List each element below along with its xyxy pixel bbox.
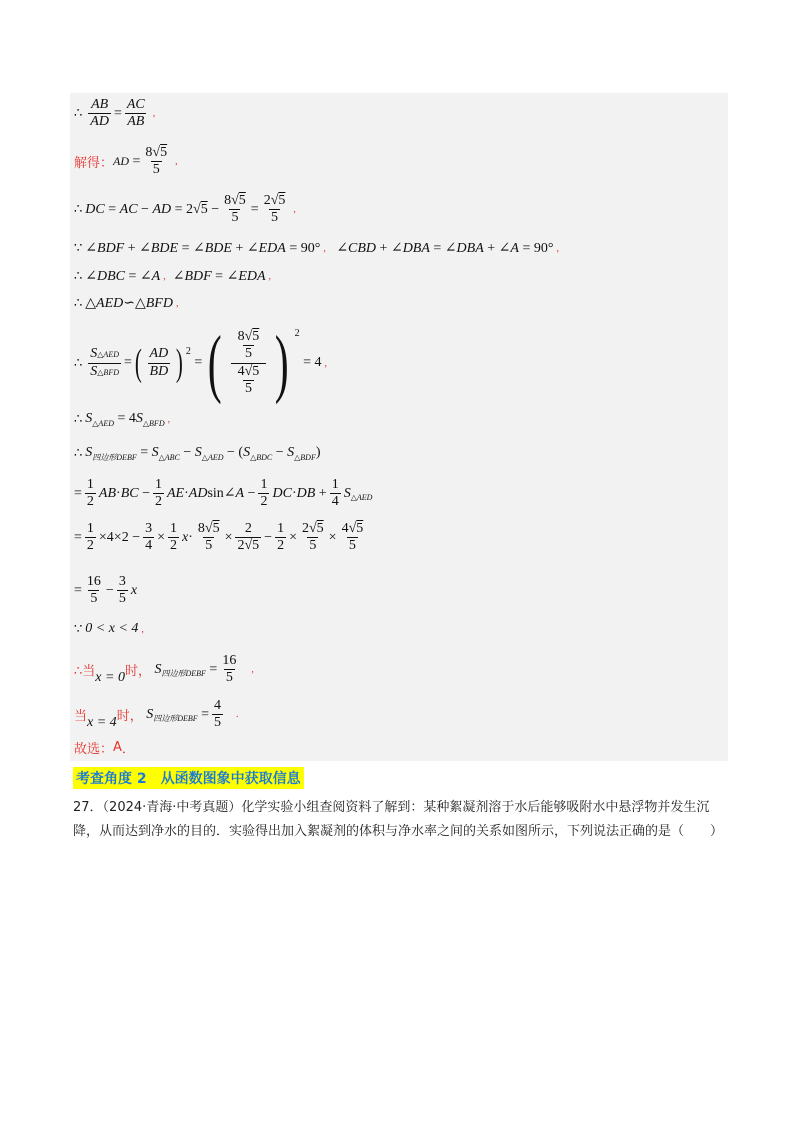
dc-line: ∴ DC = AC − AD = 2√ 5 − $\frac{8√5}{5}$ = $\frac{2√5}{5}$ , xyxy=(74,193,296,226)
similar-line: ∴ △AED∽△BFD , xyxy=(74,296,179,311)
answer-line: 故选： A ． xyxy=(74,740,135,757)
angle-line: ∵ ∠ BDF + ∠ BDE = ∠ BDE + ∠ EDA = 90° , ∠ CBD + ∠ DBA = ∠ DBA + ∠ A = 90° , xyxy=(74,240,559,256)
result-line: = $\frac{16}{5}$ − $\frac{3}{5}$ x xyxy=(74,574,138,607)
solve-line: 解得： AD = $\frac{8√5}{5}$ , xyxy=(74,145,178,178)
ratio-line: ∴ $\frac{AB}{AD}$ = $\frac{AC}{AB}$ , xyxy=(74,97,156,130)
solution-block xyxy=(70,93,728,761)
area-line: ∴ S △AED = 4 S △BFD , xyxy=(74,411,171,428)
question-number: 27． xyxy=(73,800,103,815)
question-27 xyxy=(73,796,723,844)
equal-angle-line: ∴ ∠ DBC = ∠ A , ∠ BDF = ∠ EDA , xyxy=(74,268,272,284)
case-x4-line: 当 x = 4 时， S 四边形DEBF = $\frac{4}{5}$ . xyxy=(74,698,239,731)
question-text: 化学实验小组查阅资料了解到：某种絮凝剂溶于水后能够吸附水中悬浮物并发生沉降，从而达到净水的目的．实验得出加入絮凝剂的体积与净水率之间的关系如图所示，下列说法正确的是（ ） xyxy=(73,800,724,839)
case-x0-line: ∴当 x = 0 时， S 四边形DEBF = $\frac{16}{5}$ , xyxy=(74,653,254,686)
expand-line-2: = $\frac{1}{2}$ ×4×2 − $\frac{3}{4}$ × $\frac{1}{2}$ x · $\frac{8√5}{5}$ × $\frac{2}{2√5}$ − $\frac{1}{2}$ × $\frac{2√5}{5}$ × $\frac{4√5}{5}$ xyxy=(74,521,364,554)
range-line: ∵ 0 < x < 4 , xyxy=(74,621,144,637)
area-ratio-line: ∴ $\frac{\text{S△AED}}{\text{S△BFD}}$ = ( $\frac{AD}{BD}$ ) 2 = ( $\frac{\frac{8√5}{5}}{\frac{4√5}{5}}$ ) 2 = 4 , xyxy=(74,321,327,405)
expand-line-1: = $\frac{1}{2}$ AB · BC − $\frac{1}{2}$ AE · AD sin∠ A − $\frac{1}{2}$ DC · DB + $\frac{1}{4}$ S △AED xyxy=(74,477,373,510)
quad-area-line: ∴ S 四边形DEBF = S △ABC − S △AED − ( S △BDC − S △BDF ) xyxy=(74,445,321,462)
section-heading: 考查角度 2 从函数图象中获取信息 xyxy=(73,767,304,789)
question-source: （2024·青海·中考真题） xyxy=(102,800,242,815)
